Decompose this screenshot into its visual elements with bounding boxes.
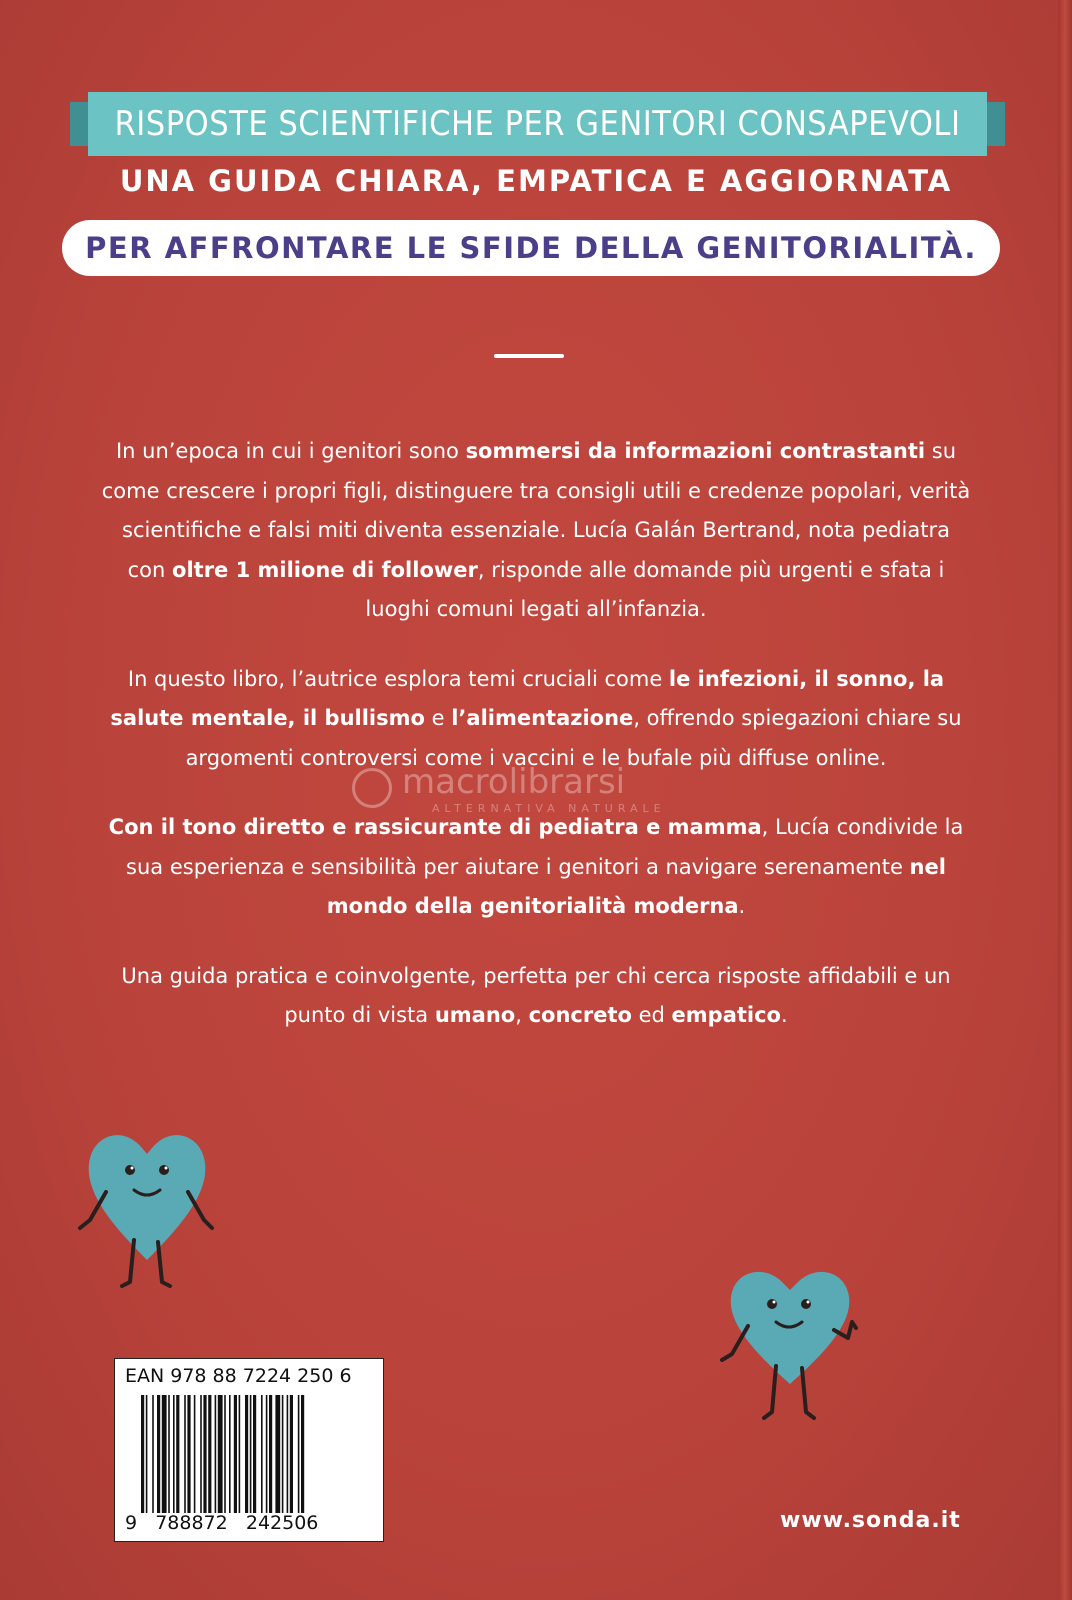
barcode-digits: 9 788872 242506: [125, 1512, 319, 1534]
emphasis: le infezioni, il sonno, la salute mentale, il bullismo: [110, 666, 945, 730]
paragraph-1: In un’epoca in cui i genitori sono sommersi da informazioni contrastanti su come crescere i propri figli, distinguere tra consigli utili e credenze popolari, verità scientifiche e falsi miti diventa essenziale. Lucía Galán Bertrand, nota pediatra con oltre 1 milione di follower, risponde alle domande più urgenti e sfata i luoghi comuni legati all’infanzia.: [101, 439, 971, 621]
barcode-box: [114, 1358, 384, 1542]
headline-banner: [70, 92, 1005, 156]
divider-line: [494, 354, 564, 358]
emphasis: umano: [434, 1003, 516, 1027]
watermark-logo-icon: [352, 768, 392, 808]
emphasis: concreto: [528, 1003, 632, 1027]
heart-character-right-icon: [712, 1262, 892, 1432]
watermark-text: macrolibrarsi: [402, 762, 626, 802]
watermark-subtext: ALTERNATIVA NATURALE: [432, 802, 666, 815]
tagline-pill: PER AFFRONTARE LE SFIDE DELLA GENITORIALITÀ.: [62, 220, 1000, 276]
emphasis: Con il tono diretto e rassicurante di pediatra e mamma: [108, 815, 762, 839]
blurb: [100, 432, 972, 1066]
emphasis: empatico: [671, 1003, 781, 1027]
subheadline: UNA GUIDA CHIARA, EMPATICA E AGGIORNATA: [119, 164, 953, 198]
emphasis: oltre 1 milione di follower: [172, 557, 478, 582]
paragraph-2: In questo libro, l’autrice esplora temi cruciali come le infezioni, il sonno, la salute mentale, il bullismo e l’alimentazione, offrendo spiegazioni chiare su argomenti controversi come i vaccini e le bufale più diffuse online.: [110, 666, 962, 770]
headline-text: RISPOSTE SCIENTIFICHE PER GENITORI CONSAPEVOLI: [88, 92, 987, 156]
emphasis: sommersi da informazioni contrastanti: [465, 439, 926, 463]
paragraph-4: Una guida pratica e coinvolgente, perfetta per chi cerca risposte affidabili e un punto di vista umano, concreto ed empatico.: [121, 963, 951, 1027]
barcode-icon: [141, 1395, 373, 1513]
paragraph-3: Con il tono diretto e rassicurante di pediatra e mamma, Lucía condivide la sua esperienza e sensibilità per aiutare i genitori a navigare serenamente nel mondo della genitorialità moderna.: [108, 815, 964, 918]
emphasis: l’alimentazione: [451, 706, 634, 730]
cover-edge: [1058, 0, 1072, 1600]
watermark: [352, 762, 752, 832]
emphasis: nel mondo della genitorialità moderna: [326, 854, 946, 918]
publisher-website[interactable]: www.sonda.it: [780, 1508, 961, 1533]
ean-label: EAN 978 88 7224 250 6: [125, 1365, 352, 1387]
heart-character-left-icon: [72, 1120, 222, 1300]
